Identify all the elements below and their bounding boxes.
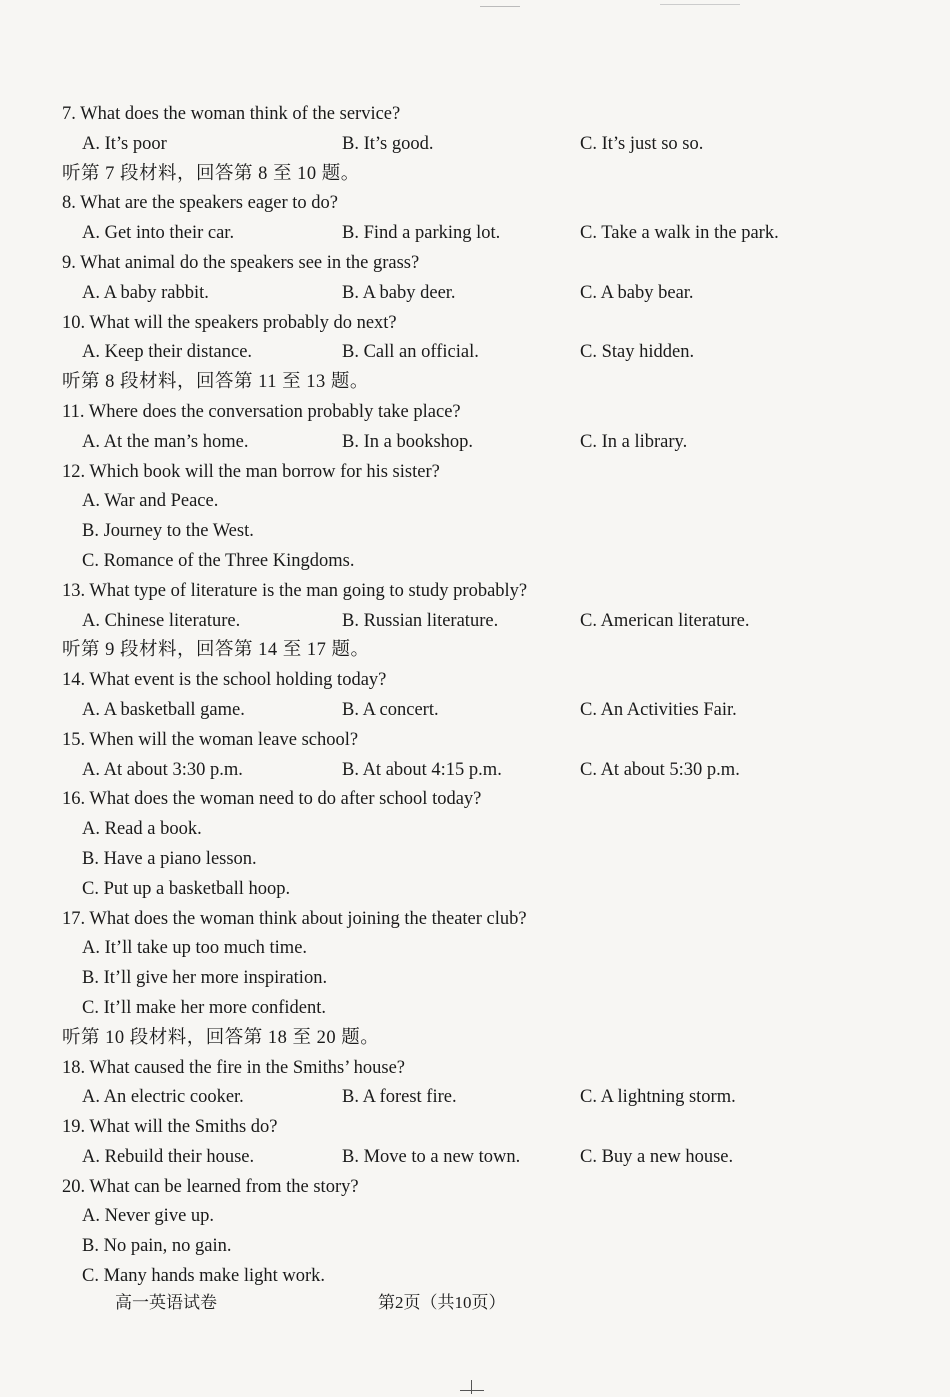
answer-option-c: C. In a library. xyxy=(580,431,688,452)
question-stem: 9. What animal do the speakers see in the grass? xyxy=(62,252,420,273)
question-stem: 19. What will the Smiths do? xyxy=(62,1117,278,1138)
answer-option-a: A. Chinese literature. xyxy=(82,610,241,631)
answer-option-c: C. Buy a new house. xyxy=(580,1146,734,1167)
answer-option-b: B. Call an official. xyxy=(342,342,479,363)
answer-options-row xyxy=(62,696,912,726)
answer-options-row xyxy=(62,130,912,160)
question-list xyxy=(62,100,912,1292)
answer-option: C. Put up a basketball hoop. xyxy=(82,878,291,899)
answer-option: A. War and Peace. xyxy=(82,491,219,512)
answer-options-row xyxy=(62,756,912,786)
footer-subject: 高一英语试卷 xyxy=(115,1293,217,1312)
answer-option-a: A. Rebuild their house. xyxy=(82,1146,255,1167)
answer-option: C. Many hands make light work. xyxy=(82,1266,326,1287)
section-instruction: 听第 9 段材料，回答第 14 至 17 题。 xyxy=(62,640,370,661)
answer-option: B. No pain, no gain. xyxy=(82,1236,232,1257)
crop-mark-icon xyxy=(460,1380,484,1394)
answer-option-b: B. A baby deer. xyxy=(342,282,456,303)
answer-option-a: A. At about 3:30 p.m. xyxy=(82,759,243,780)
answer-option-b: B. In a bookshop. xyxy=(342,431,474,452)
answer-option-b: B. Russian literature. xyxy=(342,610,499,631)
answer-options-row xyxy=(62,607,912,637)
answer-option-c: C. At about 5:30 p.m. xyxy=(580,759,740,780)
answer-option-a: A. A basketball game. xyxy=(82,699,245,720)
question-stem: 17. What does the woman think about joining the theater club? xyxy=(62,908,527,929)
question-stem: 8. What are the speakers eager to do? xyxy=(62,193,339,214)
answer-option-b: B. At about 4:15 p.m. xyxy=(342,759,502,780)
answer-options-row xyxy=(62,338,912,368)
answer-option: A. Read a book. xyxy=(82,819,202,840)
answer-option: B. Journey to the West. xyxy=(82,521,254,542)
answer-option-b: B. A concert. xyxy=(342,699,439,720)
answer-option: B. It’ll give her more inspiration. xyxy=(82,968,328,989)
question-stem: 18. What caused the fire in the Smiths’ house? xyxy=(62,1057,406,1078)
answer-option-b: B. Find a parking lot. xyxy=(342,223,501,244)
answer-option-b: B. A forest fire. xyxy=(342,1087,457,1108)
answer-option-b: B. Move to a new town. xyxy=(342,1146,521,1167)
answer-option-a: A. A baby rabbit. xyxy=(82,282,209,303)
answer-options-row xyxy=(62,428,912,458)
answer-option-c: C. It’s just so so. xyxy=(580,133,704,154)
answer-option-a: A. Keep their distance. xyxy=(82,342,253,363)
answer-option: C. Romance of the Three Kingdoms. xyxy=(82,550,355,571)
answer-option-a: A. Get into their car. xyxy=(82,223,235,244)
answer-option-a: A. It’s poor xyxy=(82,133,167,154)
question-stem: 10. What will the speakers probably do next? xyxy=(62,312,397,333)
answer-option: A. Never give up. xyxy=(82,1206,215,1227)
section-instruction: 听第 8 段材料，回答第 11 至 13 题。 xyxy=(62,372,369,393)
answer-option: B. Have a piano lesson. xyxy=(82,848,257,869)
footer-page-number: 第2页（共10页） xyxy=(378,1293,506,1312)
answer-option-c: C. A lightning storm. xyxy=(580,1087,736,1108)
question-stem: 13. What type of literature is the man going to study probably? xyxy=(62,580,528,601)
answer-option-a: A. An electric cooker. xyxy=(82,1087,244,1108)
answer-option-c: C. A baby bear. xyxy=(580,282,694,303)
section-instruction: 听第 7 段材料，回答第 8 至 10 题。 xyxy=(62,163,360,184)
section-instruction: 听第 10 段材料，回答第 18 至 20 题。 xyxy=(62,1027,380,1048)
question-stem: 20. What can be learned from the story? xyxy=(62,1176,359,1197)
question-stem: 14. What event is the school holding today? xyxy=(62,670,387,691)
question-stem: 16. What does the woman need to do after school today? xyxy=(62,789,482,810)
answer-options-row xyxy=(62,279,912,309)
header-mark xyxy=(660,0,740,5)
answer-options-row xyxy=(62,219,912,249)
answer-option-b: B. It’s good. xyxy=(342,133,434,154)
question-stem: 11. Where does the conversation probably take place? xyxy=(62,401,461,422)
answer-option-c: C. American literature. xyxy=(580,610,750,631)
question-stem: 12. Which book will the man borrow for his sister? xyxy=(62,461,440,482)
binding-mark xyxy=(480,0,520,7)
answer-option-c: C. Take a walk in the park. xyxy=(580,223,779,244)
answer-options-row xyxy=(62,1083,912,1113)
answer-option-c: C. An Activities Fair. xyxy=(580,699,737,720)
answer-options-row xyxy=(62,1143,912,1173)
question-stem: 15. When will the woman leave school? xyxy=(62,729,359,750)
question-stem: 7. What does the woman think of the service? xyxy=(62,104,401,124)
answer-option: C. It’ll make her more confident. xyxy=(82,997,327,1018)
answer-option: A. It’ll take up too much time. xyxy=(82,938,308,959)
answer-option-a: A. At the man’s home. xyxy=(82,431,249,452)
answer-option-c: C. Stay hidden. xyxy=(580,342,695,363)
